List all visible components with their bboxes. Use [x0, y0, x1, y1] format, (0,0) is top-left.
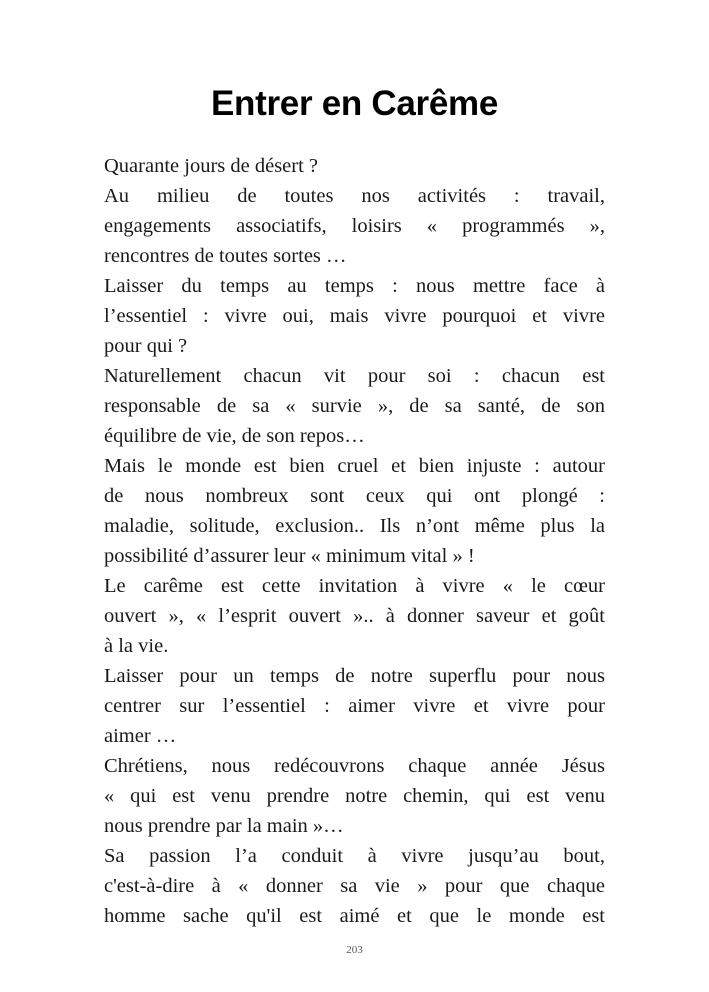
- text-line: de nous nombreux sont ceux qui ont plongé :: [104, 485, 605, 507]
- text-line: homme sache qu'il est aimé et que le monde est: [104, 905, 605, 927]
- text-line: c'est-à-dire à « donner sa vie » pour que chaque: [104, 875, 605, 897]
- text-line: à la vie.: [104, 635, 169, 657]
- text-line: engagements associatifs, loisirs « programmés »,: [104, 215, 605, 237]
- text-line: possibilité d’assurer leur « minimum vital » !: [104, 545, 475, 567]
- text-line: « qui est venu prendre notre chemin, qui est venu: [104, 785, 605, 807]
- text-line: Mais le monde est bien cruel et bien injuste : autour: [104, 455, 605, 477]
- text-line: Laisser du temps au temps : nous mettre face à: [104, 275, 605, 297]
- text-line: Quarante jours de désert ?: [104, 155, 319, 177]
- page-title: Entrer en Carême: [211, 84, 498, 123]
- text-line: Naturellement chacun vit pour soi : chacun est: [104, 365, 605, 387]
- text-line: nous prendre par la main »…: [104, 815, 344, 837]
- text-line: Laisser pour un temps de notre superflu pour nous: [104, 665, 605, 687]
- text-line: pour qui ?: [104, 335, 188, 357]
- text-line: équilibre de vie, de son repos…: [104, 425, 365, 447]
- text-line: rencontres de toutes sortes …: [104, 245, 347, 267]
- text-line: ouvert », « l’esprit ouvert ».. à donner saveur et goût: [104, 605, 605, 627]
- page-number: 203: [346, 944, 363, 956]
- text-line: Chrétiens, nous redécouvrons chaque année Jésus: [104, 755, 605, 777]
- text-line: Sa passion l’a conduit à vivre jusqu’au bout,: [104, 845, 605, 867]
- text-line: responsable de sa « survie », de sa santé, de son: [104, 395, 605, 417]
- text-line: centrer sur l’essentiel : aimer vivre et vivre pour: [104, 695, 605, 717]
- text-line: Au milieu de toutes nos activités : travail,: [104, 185, 605, 207]
- text-line: l’essentiel : vivre oui, mais vivre pourquoi et vivre: [104, 305, 605, 327]
- text-line: maladie, solitude, exclusion.. Ils n’ont même plus la: [104, 515, 605, 537]
- text-line: aimer …: [104, 725, 177, 747]
- body-text: [104, 151, 605, 931]
- text-line: Le carême est cette invitation à vivre « le cœur: [104, 575, 605, 597]
